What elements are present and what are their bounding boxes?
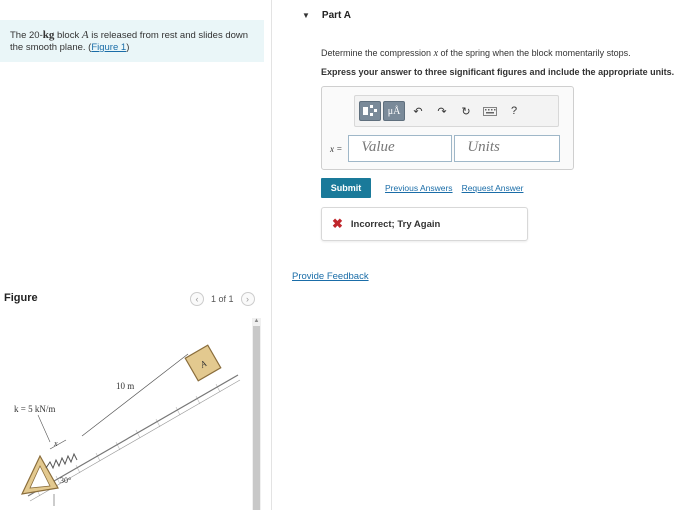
angle-label: 30°	[60, 476, 72, 485]
prompt-post: of the spring when the block momentarily stops.	[438, 48, 631, 58]
problem-text-pre: The 20-	[10, 30, 43, 41]
scroll-up-icon[interactable]: ▲	[253, 318, 260, 324]
answer-panel	[286, 0, 700, 510]
feedback-text: Incorrect; Try Again	[350, 218, 441, 230]
block-a	[185, 345, 221, 381]
spring-constant-label: k = 5 kN/m	[14, 404, 56, 414]
part-header[interactable]	[302, 10, 351, 21]
figure-scrollbar[interactable]	[252, 318, 261, 510]
provide-feedback-link[interactable]: Provide Feedback	[292, 271, 369, 282]
problem-panel	[0, 0, 272, 510]
reset-icon[interactable]: ↻	[461, 105, 471, 118]
pager-text: 1 of 1	[211, 294, 234, 304]
chevron-left-icon[interactable]: ‹	[190, 292, 204, 306]
problem-text-post: is released from rest and slides down the smooth plane. (	[10, 30, 249, 53]
redo-icon[interactable]: ↷	[437, 105, 447, 118]
answer-var-label: x =	[330, 143, 343, 154]
part-title: Part A	[321, 10, 352, 21]
prompt-var: x	[433, 48, 439, 59]
figure-image	[0, 318, 250, 510]
problem-block-var: A	[81, 29, 89, 41]
chevron-right-icon[interactable]: ›	[241, 292, 255, 306]
problem-text-close: )	[126, 42, 130, 53]
problem-unit-kg: kg	[42, 29, 55, 41]
problem-statement	[0, 20, 264, 62]
figure-link[interactable]: Figure 1	[91, 42, 127, 53]
units-input[interactable]: Units	[454, 135, 560, 162]
keyboard-icon[interactable]	[479, 101, 501, 121]
question-prompt	[321, 48, 631, 59]
previous-answers-link[interactable]: Previous Answers	[385, 183, 453, 193]
x-label: x	[54, 439, 58, 448]
figure-title: Figure	[4, 292, 38, 304]
length-label: 10 m	[116, 381, 135, 391]
units-symbol-button[interactable]: μÅ	[383, 101, 405, 121]
undo-icon[interactable]: ↶	[413, 105, 423, 118]
incorrect-x-icon: ✖	[332, 216, 343, 231]
block-label: A	[198, 358, 209, 370]
prompt-pre: Determine the compression	[321, 48, 434, 58]
request-answer-link[interactable]: Request Answer	[461, 183, 524, 193]
submit-button[interactable]: Submit	[321, 178, 371, 198]
scroll-thumb[interactable]	[253, 326, 260, 510]
collapse-caret-icon[interactable]: ▼	[302, 11, 310, 20]
problem-text-mid: block	[54, 30, 82, 41]
spring	[46, 454, 77, 468]
answer-entry-box	[321, 86, 574, 170]
answer-instructions: Express your answer to three significant figures and include the appropriate units.	[321, 67, 675, 77]
figure-header	[0, 288, 270, 310]
answer-actions	[321, 178, 523, 198]
help-button[interactable]: ?	[510, 105, 518, 117]
answer-input-row	[330, 135, 560, 162]
figure-pager	[190, 290, 255, 308]
template-icon[interactable]	[359, 101, 381, 121]
math-toolbar	[354, 95, 559, 127]
feedback-message	[321, 207, 528, 241]
incline-diagram	[0, 318, 250, 510]
value-input[interactable]: Value	[348, 135, 452, 162]
